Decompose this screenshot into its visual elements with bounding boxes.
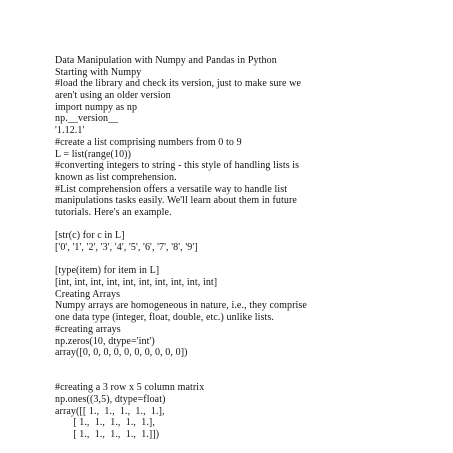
- code-comment: #creating arrays: [55, 323, 121, 335]
- code-output: '1.12.1': [55, 125, 85, 137]
- code-line: import numpy as np: [55, 101, 138, 113]
- code-comment: aren't using an older version: [55, 90, 171, 102]
- code-line: np.zeros(10, dtype='int'): [55, 335, 155, 347]
- code-line: np.ones((3,5), dtype=float): [55, 393, 166, 405]
- code-comment: #creating a 3 row x 5 column matrix: [55, 382, 205, 394]
- code-comment: known as list comprehension.: [55, 171, 177, 183]
- blank-line: [55, 371, 400, 383]
- code-output: array([[ 1., 1., 1., 1., 1.],: [55, 405, 165, 417]
- blank-line: [55, 359, 400, 371]
- code-comment: #List comprehension offers a versatile way to handle list: [55, 183, 288, 195]
- code-comment: #converting integers to string - this style of handling lists is: [55, 160, 300, 172]
- code-output: [ 1., 1., 1., 1., 1.],: [55, 417, 155, 429]
- paragraph-line: Numpy arrays are homogeneous in nature, i.e., they comprise: [55, 300, 307, 312]
- document-title: Data Manipulation with Numpy and Pandas in Python: [55, 55, 277, 66]
- code-output: [int, int, int, int, int, int, int, int, int, int]: [55, 277, 218, 289]
- blank-line: [55, 219, 400, 231]
- section-heading: Creating Arrays: [55, 288, 121, 300]
- code-comment: manipulations tasks easily. We'll learn about them in future: [55, 195, 297, 207]
- section-heading: Starting with Numpy: [55, 66, 142, 78]
- code-output: [ 1., 1., 1., 1., 1.]]): [55, 429, 160, 440]
- code-line: np.__version__: [55, 113, 119, 125]
- code-comment: #create a list comprising numbers from 0 to 9: [55, 136, 242, 148]
- code-output: array([0, 0, 0, 0, 0, 0, 0, 0, 0, 0]): [55, 347, 188, 359]
- blank-line: [55, 254, 400, 266]
- code-output: ['0', '1', '2', '3', '4', '5', '6', '7', '8', '9']: [55, 242, 198, 253]
- code-comment: #load the library and check its version, just to make sure we: [55, 78, 302, 90]
- code-line: [str(c) for c in L]: [55, 230, 125, 242]
- code-comment: tutorials. Here's an example.: [55, 206, 172, 218]
- code-line: L = list(range(10)): [55, 148, 132, 160]
- code-line: [type(item) for item in L]: [55, 265, 160, 277]
- document-text: [55, 55, 400, 441]
- paragraph-line: one data type (integer, float, double, etc.) unlike lists.: [55, 312, 274, 324]
